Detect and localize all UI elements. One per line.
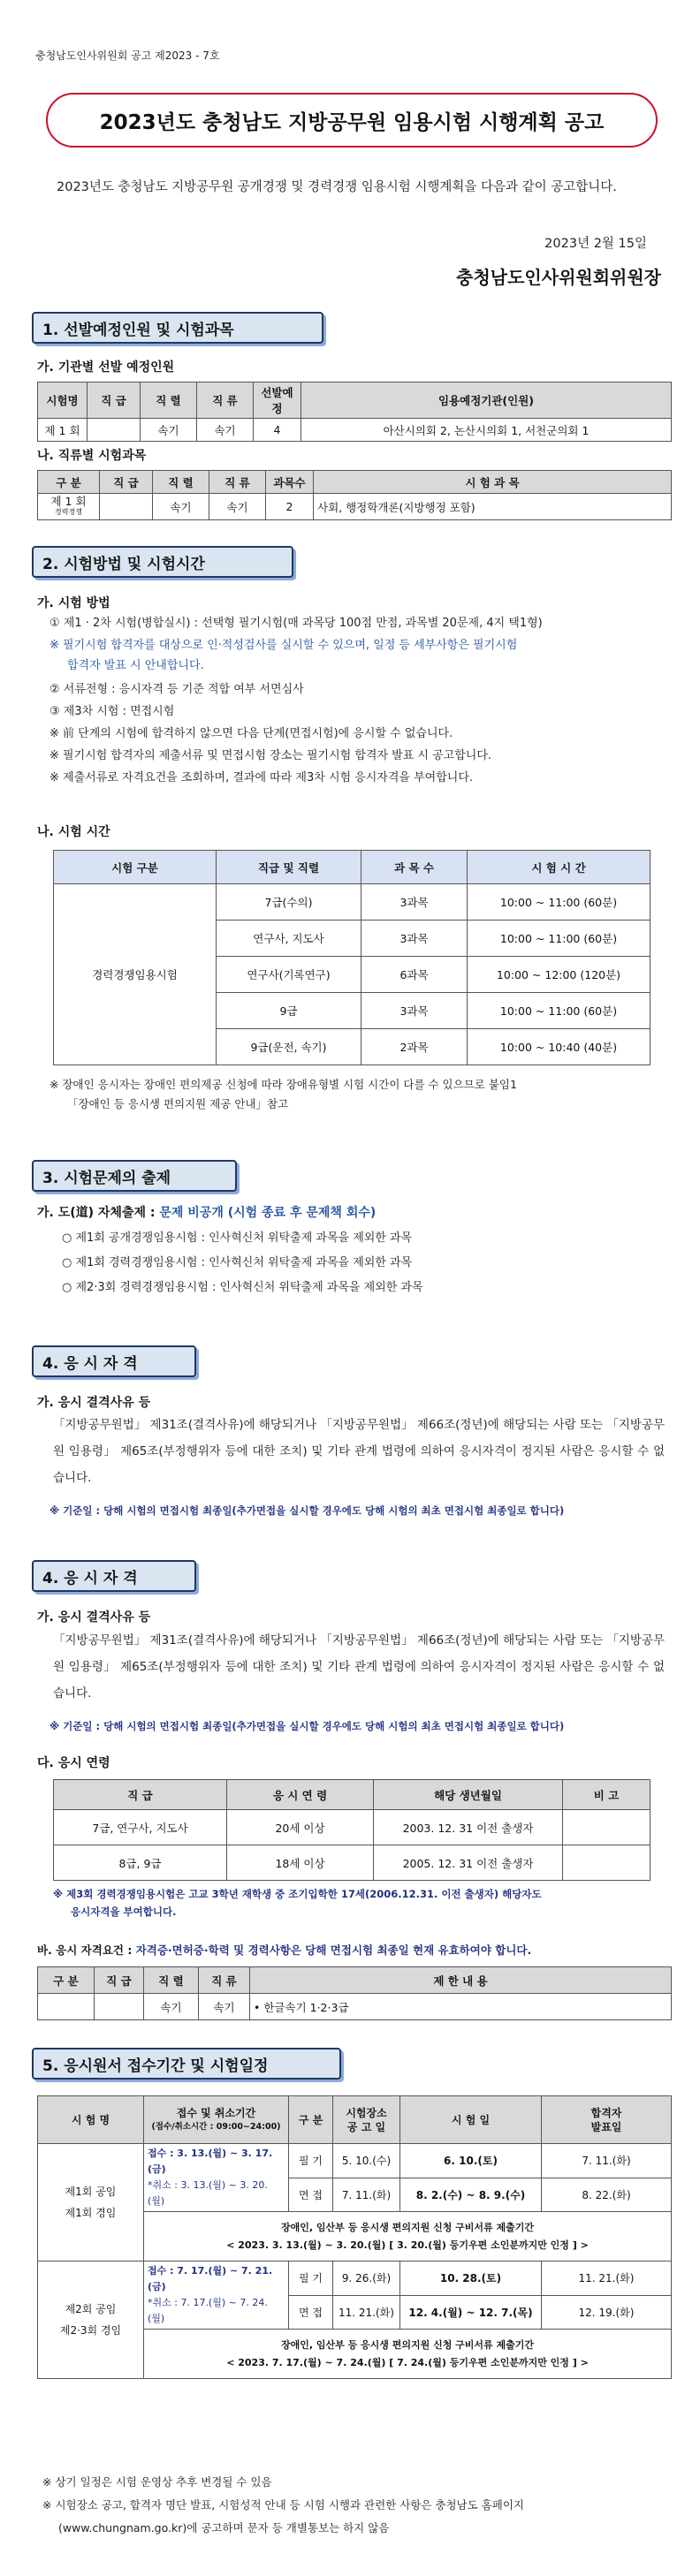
th: 구 분 — [38, 1967, 95, 1994]
th: 과목수 — [266, 471, 314, 494]
age-note: 응시자격을 부여합니다. — [71, 1905, 177, 1918]
g1-cancel: *취소 : 3. 13.(월) ~ 3. 20.(월) — [148, 2179, 268, 2207]
td: 제2·3회 경임 — [59, 2324, 122, 2337]
td: 20세 이상 — [227, 1810, 374, 1845]
td: 7급, 연구사, 지도사 — [54, 1810, 227, 1845]
th: 직 급 — [100, 471, 153, 494]
s2-line: ① 제1 · 2차 시험(병합실시) : 선택형 필기시험(매 과목당 100점 만점, 과목별 20문제, 4지 택1형) — [49, 617, 543, 630]
td: 11. 21.(화) — [333, 2295, 400, 2330]
page-title: 2023년도 충청남도 지방공무원 임용시험 시행계획 공고 — [46, 93, 658, 148]
s2-sub-a: 가. 시험 방법 — [37, 596, 110, 610]
th: 공 고 일 — [346, 2120, 386, 2133]
th: 직 렬 — [153, 471, 209, 494]
th: 직 급 — [95, 1967, 144, 1994]
th: 제 한 내 용 — [250, 1967, 672, 1994]
td: 속기 — [197, 419, 254, 442]
td: 제1회 경임 — [65, 2207, 117, 2219]
th: 직 급 — [88, 383, 141, 419]
th: 시험명 — [38, 383, 88, 419]
th: 직급 및 직렬 — [217, 851, 361, 884]
td: 제2회 공임 — [65, 2303, 117, 2315]
td: 2003. 12. 31 이전 출생자 — [374, 1810, 563, 1845]
th: 합격자 — [590, 2106, 622, 2119]
g2-recv: 접수 : 7. 17.(월) ~ 7. 21.(금) — [148, 2265, 273, 2292]
td: 7. 11.(화) — [542, 2144, 672, 2178]
td: 4 — [254, 419, 301, 442]
td: 속기 — [144, 1994, 199, 2020]
th: 직 류 — [199, 1967, 250, 1994]
td: 12. 19.(화) — [542, 2295, 672, 2330]
th: 직 렬 — [144, 1967, 199, 1994]
s3-label: 가. 도(道) 자체출제 : — [37, 1206, 160, 1220]
g2-cancel: *취소 : 7. 17.(월) ~ 7. 24.(월) — [148, 2297, 268, 2324]
s2-time-note: 「장애인 등 응시생 편의지원 제공 안내」참고 — [67, 1097, 289, 1110]
td: 12. 4.(월) ~ 12. 7.(목) — [400, 2295, 542, 2330]
qual-label: 바. 응시 자격요건 : — [37, 1943, 136, 1957]
td: 제 1 회 — [38, 419, 88, 442]
td: 아산시의회 2, 논산시의회 1, 서천군의회 1 — [301, 419, 672, 442]
th: 임용예정기관(인원) — [301, 383, 672, 419]
s4b-sub-c: 다. 응시 연령 — [37, 1756, 110, 1770]
td: 속기 — [209, 494, 266, 520]
s3-label-blue: 문제 비공개 (시험 종료 후 문제책 회수) — [159, 1206, 377, 1220]
td: 3과목 — [361, 884, 468, 921]
section-3-heading: 3. 시험문제의 출제 — [32, 1160, 237, 1192]
td: 5. 10.(수) — [333, 2144, 400, 2178]
td: 경력경쟁임용시험 — [54, 884, 217, 1065]
s3-item: ○ 제1회 공개경쟁임용시험 : 인사혁신처 위탁출제 과목을 제외한 과목 — [62, 1231, 413, 1245]
td: 속기 — [199, 1994, 250, 2020]
th: 선발예정 — [254, 383, 301, 419]
td: 10. 28.(토) — [400, 2262, 542, 2296]
td — [563, 1845, 651, 1881]
td: 10:00 ~ 10:40 (40분) — [468, 1029, 651, 1065]
s2-line: ③ 제3차 시험 : 면접시험 — [49, 705, 175, 718]
g2-note: 장애인, 임산부 등 응시생 편의지원 신청 구비서류 제출기간 — [280, 2338, 534, 2351]
td: 6과목 — [361, 957, 468, 993]
s2-line: ※ 제출서류로 자격요건을 조회하며, 결과에 따라 제3차 시험 응시자격을 부여합니다. — [49, 771, 474, 784]
td: 10:00 ~ 11:00 (60분) — [468, 993, 651, 1029]
s2-time-table — [53, 850, 651, 1065]
th: 과 목 수 — [361, 851, 468, 884]
th: 시험 구분 — [54, 851, 217, 884]
th: 시 험 명 — [38, 2096, 144, 2144]
th: 직 급 — [54, 1780, 227, 1810]
td — [100, 494, 153, 520]
s3-item: ○ 제2·3회 경력경쟁임용시험 : 인사혁신처 위탁출제 과목을 제외한 과목 — [62, 1281, 423, 1294]
g2-note: < 2023. 7. 17.(월) ~ 7. 24.(월) [ 7. 24.(월) 등기우편 소인분까지만 인정 ] > — [226, 2356, 589, 2368]
td: • 한글속기 1·2·3급 — [250, 1994, 672, 2020]
th: 직 류 — [209, 471, 266, 494]
th: 구 분 — [38, 471, 100, 494]
td: 면 접 — [289, 2295, 333, 2330]
s4b-sub-a: 가. 응시 결격사유 등 — [37, 1610, 151, 1625]
s4-sub-a: 가. 응시 결격사유 등 — [37, 1396, 151, 1410]
td: 연구사(기록연구) — [217, 957, 361, 993]
section-4-heading: 4. 응 시 자 격 — [32, 1345, 196, 1377]
th: 접수 및 취소기간 — [176, 2106, 256, 2119]
td: 9급(운전, 속기) — [217, 1029, 361, 1065]
th: 발표일 — [590, 2120, 622, 2133]
qual-table — [37, 1966, 672, 2020]
td: 연구사, 지도사 — [217, 921, 361, 957]
s2-line: ※ 前 단계의 시험에 합격하지 않으면 다음 단계(면접시험)에 응시할 수 없습니다. — [49, 727, 453, 740]
announcement-date: 2023년 2월 15일 — [544, 237, 647, 251]
announcement-number: 충청남도인사위원회 공고 제2023 - 7호 — [35, 49, 220, 62]
td: 면 접 — [289, 2178, 333, 2212]
schedule-table — [37, 2095, 672, 2379]
age-note: ※ 제3회 경력경쟁임용시험은 고교 3학년 재학생 중 조기입학한 17세(2006.12.31. 이전 출생자) 해당자도 — [53, 1888, 542, 1900]
footnote: ※ 상기 일정은 시험 운영상 추후 변경될 수 있음 — [42, 2475, 272, 2489]
td — [38, 1994, 95, 2020]
td: 9. 26.(화) — [333, 2262, 400, 2296]
td: 3과목 — [361, 921, 468, 957]
footnote: (www.chungnam.go.kr)에 공고하며 문자 등 개별통보는 하지 않음 — [58, 2521, 390, 2534]
th: 시 험 일 — [400, 2096, 542, 2144]
td — [563, 1810, 651, 1845]
th: 직 류 — [197, 383, 254, 419]
footnote: ※ 시험장소 공고, 합격자 명단 발표, 시험성적 안내 등 시험 시행과 관련한 사항은 충청남도 홈페이지 — [42, 2498, 524, 2512]
s1-sub-b: 나. 직류별 시험과목 — [37, 449, 147, 463]
td: 필 기 — [289, 2262, 333, 2296]
td-sub: 경력경쟁 — [55, 507, 82, 516]
qual-label-blue: 자격증·면허증·학력 및 경력사항은 당해 면접시험 최종일 현재 유효하여야 합니다. — [135, 1943, 532, 1957]
td — [88, 419, 141, 442]
s1-table-a — [37, 382, 672, 442]
td: 11. 21.(화) — [542, 2262, 672, 2296]
s3-item: ○ 제1회 경력경쟁임용시험 : 인사혁신처 위탁출제 과목을 제외한 과목 — [62, 1256, 413, 1269]
th: 응 시 연 령 — [227, 1780, 374, 1810]
td: 필 기 — [289, 2144, 333, 2178]
td: 18세 이상 — [227, 1845, 374, 1881]
s2-time-note: ※ 장애인 응시자는 장애인 편의제공 신청에 따라 장애유형별 시험 시간이 다를 수 있으므로 붙임1 — [49, 1078, 517, 1091]
th: 시 험 시 간 — [468, 851, 651, 884]
intro-text: 2023년도 충청남도 지방공무원 공개경쟁 및 경력경쟁 임용시험 시행계획을 다음과 같이 공고합니다. — [57, 180, 617, 194]
s4-paragraph: 「지방공무원법」 제31조(결격사유)에 해당되거나 「지방공무원법」 제66조(정년)에 해당되는 사람 또는 「지방공무원 임용령」 제65조(부정행위자 등에 대한 조치) 및 기타 관계 법령에 의하여 응시자격이 정지된 사람은 응시할 수 없습니다. — [53, 1418, 665, 1485]
td: 7. 11.(화) — [333, 2178, 400, 2212]
s2-line: ※ 필기시험 합격자의 제출서류 및 면접시험 장소는 필기시험 합격자 발표 시 공고합니다. — [49, 749, 492, 762]
th: 직 렬 — [141, 383, 197, 419]
td: 10:00 ~ 11:00 (60분) — [468, 884, 651, 921]
g1-note: 장애인, 임산부 등 응시생 편의지원 신청 구비서류 제출기간 — [280, 2221, 534, 2233]
td: 3과목 — [361, 993, 468, 1029]
th: 시험장소 — [346, 2106, 387, 2119]
td: 6. 10.(토) — [400, 2144, 542, 2178]
td: 속기 — [141, 419, 197, 442]
td: 제 1 회 — [50, 494, 87, 508]
th-sub: (접수/취소시간 : 09:00~24:00) — [151, 2121, 281, 2132]
th: 해당 생년월일 — [374, 1780, 563, 1810]
td: 2과목 — [361, 1029, 468, 1065]
s1-sub-a: 가. 기관별 선발 예정인원 — [37, 360, 175, 375]
th: 시 험 과 목 — [314, 471, 672, 494]
s1-table-b — [37, 470, 672, 520]
age-table — [53, 1779, 651, 1881]
td: 10:00 ~ 11:00 (60분) — [468, 921, 651, 957]
g1-note: < 2023. 3. 13.(월) ~ 3. 20.(월) [ 3. 20.(월) 등기우편 소인분까지만 인정 ] > — [226, 2239, 589, 2251]
s2-line: ※ 필기시험 합격자를 대상으로 인·적성검사를 실시할 수 있으며, 일정 등 세부사항은 필기시험 — [49, 639, 518, 652]
th: 구 분 — [289, 2096, 333, 2144]
td: 2005. 12. 31 이전 출생자 — [374, 1845, 563, 1881]
td: 제1회 공임 — [65, 2186, 117, 2198]
td: 7급(수의) — [217, 884, 361, 921]
td: 사회, 행정학개론(지방행정 포함) — [314, 494, 672, 520]
s4-note: ※ 기준일 : 당해 시험의 면접시험 최종일(추가면접을 실시할 경우에도 당해 시험의 최초 면접시험 최종일로 합니다) — [49, 1504, 565, 1517]
section-1-heading: 1. 선발예정인원 및 시험과목 — [32, 312, 323, 344]
s4b-paragraph: 「지방공무원법」 제31조(결격사유)에 해당되거나 「지방공무원법」 제66조(정년)에 해당되는 사람 또는 「지방공무원 임용령」 제65조(부정행위자 등에 대한 조치) 및 기타 관계 법령에 의하여 응시자격이 정지된 사람은 응시할 수 없습니다. — [53, 1633, 665, 1701]
td — [95, 1994, 144, 2020]
td: 9급 — [217, 993, 361, 1029]
section-5-heading: 5. 응시원서 접수기간 및 시험일정 — [32, 2048, 341, 2080]
s2-sub-b: 나. 시험 시간 — [37, 825, 110, 839]
td: 2 — [266, 494, 314, 520]
s4b-note: ※ 기준일 : 당해 시험의 면접시험 최종일(추가면접을 실시할 경우에도 당해 시험의 최초 면접시험 최종일로 합니다) — [49, 1720, 565, 1732]
section-2-heading: 2. 시험방법 및 시험시간 — [32, 546, 293, 578]
td: 속기 — [153, 494, 209, 520]
th: 비 고 — [563, 1780, 651, 1810]
g1-recv: 접수 : 3. 13.(월) ~ 3. 17.(금) — [148, 2148, 273, 2175]
td: 8. 2.(수) ~ 8. 9.(수) — [400, 2178, 542, 2212]
s2-line: ② 서류전형 : 응시자격 등 기준 적합 여부 서면심사 — [49, 683, 304, 696]
signer: 충청남도인사위원회위원장 — [456, 267, 661, 288]
s2-line: 합격자 발표 시 안내합니다. — [67, 659, 204, 672]
td: 8. 22.(화) — [542, 2178, 672, 2212]
td: 8급, 9급 — [54, 1845, 227, 1881]
td: 10:00 ~ 12:00 (120분) — [468, 957, 651, 993]
section-4-repeat-heading: 4. 응 시 자 격 — [32, 1560, 196, 1592]
